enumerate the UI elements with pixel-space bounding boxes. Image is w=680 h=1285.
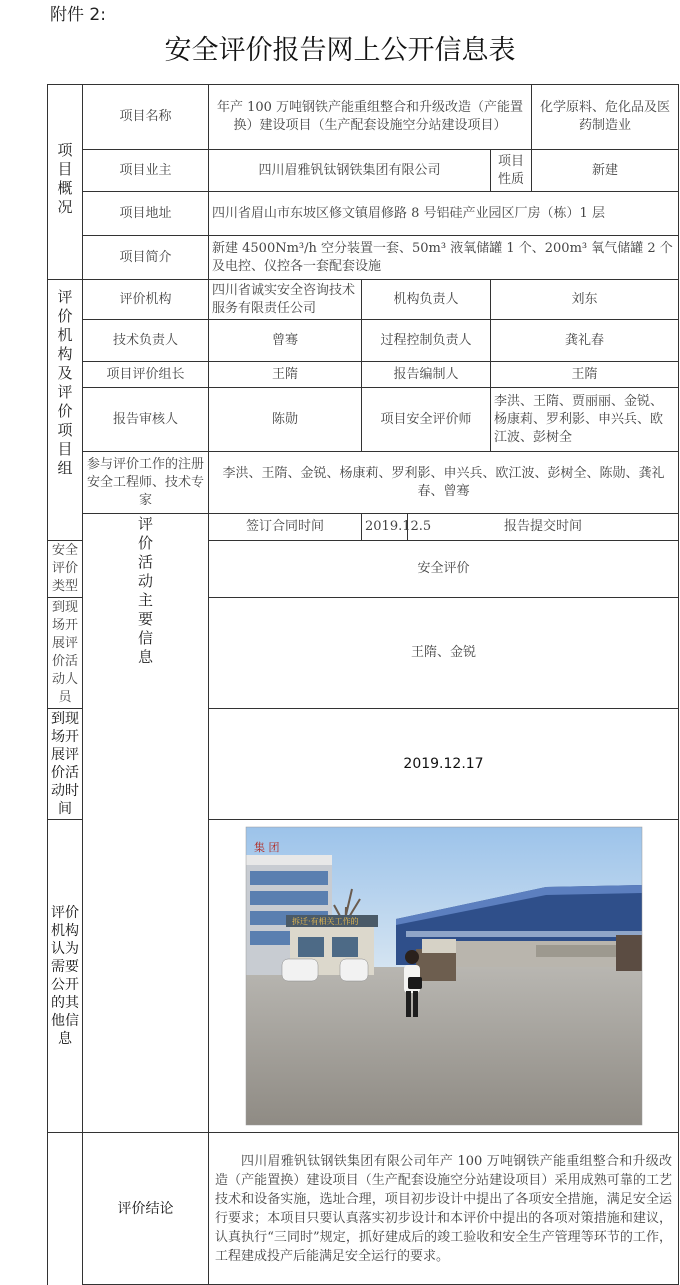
type-label: 安全评价类型 <box>48 541 83 598</box>
tech-label: 技术负责人 <box>83 320 209 362</box>
reviewer-label: 报告审核人 <box>83 388 209 452</box>
owner-value: 四川眉雅钒钛钢铁集团有限公司 <box>209 150 491 192</box>
brief-value: 新建 4500Nm³/h 空分装置一套、50m³ 液氧储罐 1 个、200m³ 氧气储罐 2 个及电控、仪控各一套配套设施 <box>209 236 679 280</box>
reviewer-value: 陈勋 <box>209 388 362 452</box>
section-overview: 项目概况 <box>48 85 83 280</box>
site-photo <box>246 827 642 1125</box>
staff-value: 王隋、金锐 <box>209 598 679 709</box>
other-info-label: 评价机构认为需要公开的其他信息 <box>48 820 83 1133</box>
leader-label: 项目评价组长 <box>83 362 209 388</box>
section-org: 评价机构及评价项目组 <box>48 280 83 541</box>
author-label: 报告编制人 <box>362 362 491 388</box>
agency-value: 四川省诚实安全咨询技术服务有限责任公司 <box>209 280 362 320</box>
page-title: 安全评价报告网上公开信息表 <box>164 35 516 66</box>
info-table <box>47 84 679 1285</box>
contract-label: 签订合同时间 <box>209 514 362 541</box>
building-sign: 集 团 <box>253 841 280 854</box>
conclusion-value <box>209 1133 679 1285</box>
author-value: 王隋 <box>491 362 679 388</box>
nature-value: 新建 <box>532 150 679 192</box>
engineers-value: 李洪、王隋、金锐、杨康莉、罗利影、申兴兵、欧江波、彭树全、陈勋、龚礼春、曾骞 <box>209 452 679 514</box>
process-label: 过程控制负责人 <box>362 320 491 362</box>
tech-value: 曾骞 <box>209 320 362 362</box>
agency-label: 评价机构 <box>83 280 209 320</box>
category-value: 化学原料、危化品及医药制造业 <box>532 85 679 150</box>
assessors-label: 项目安全评价师 <box>362 388 491 452</box>
gate-sign: 拆迁·有相关工作的 <box>291 917 359 926</box>
section-activity: 评价活动主要信息 <box>83 514 209 1133</box>
time-label: 到现场开展评价活动时间 <box>48 709 83 820</box>
assessors-value: 李洪、王隋、贾丽丽、金锐、杨康莉、罗利影、申兴兵、欧江波、彭树全 <box>491 388 679 452</box>
address-label: 项目地址 <box>83 192 209 236</box>
address-value: 四川省眉山市东坡区修文镇眉修路 8 号铝硅产业园区厂房（栋）1 层 <box>209 192 679 236</box>
time-value: 2019.12.17 <box>209 709 679 820</box>
project-name-value: 年产 100 万吨钢铁产能重组整合和升级改造（产能置换）建设项目（生产配套设施空分站建设项目） <box>209 85 532 150</box>
attachment-label: 附件 2: <box>50 5 106 25</box>
conclusion-text: 四川眉雅钒钛钢铁集团有限公司年产 100 万吨钢铁产能重组整合和升级改造（产能置换）建设项目（生产配套设施空分站建设项目）采用成熟可靠的工艺技术和设备实施，选址合理，项目初步设计中提出了各项安全措施，满足安全运行要求；本项目只要认真落实初步设计和本评价中提出的各项对策措施和建议，认真执行“三同时”规定，抓好建成后的竣工验收和安全生产管理等环节的工作，工程建成投产后能满足安全运行的要求。 <box>215 1153 673 1264</box>
submit-label: 报告提交时间 <box>408 514 679 541</box>
leader-value: 王隋 <box>209 362 362 388</box>
staff-label: 到现场开展评价活动人员 <box>48 598 83 709</box>
other-info-photo-cell <box>209 820 679 1133</box>
brief-label: 项目简介 <box>83 236 209 280</box>
agency-head-label: 机构负责人 <box>362 280 491 320</box>
engineers-label: 参与评价工作的注册安全工程师、技术专家 <box>83 452 209 514</box>
project-name-label: 项目名称 <box>83 85 209 150</box>
contract-value: 2019.12.5 <box>362 514 408 541</box>
process-value: 龚礼春 <box>491 320 679 362</box>
owner-label: 项目业主 <box>83 150 209 192</box>
agency-head-value: 刘东 <box>491 280 679 320</box>
nature-label: 项目性质 <box>491 150 532 192</box>
conclusion-label: 评价结论 <box>83 1133 209 1285</box>
section-activity-continuation <box>48 1133 83 1285</box>
site-photo-image <box>246 827 642 1125</box>
type-value: 安全评价 <box>209 541 679 598</box>
